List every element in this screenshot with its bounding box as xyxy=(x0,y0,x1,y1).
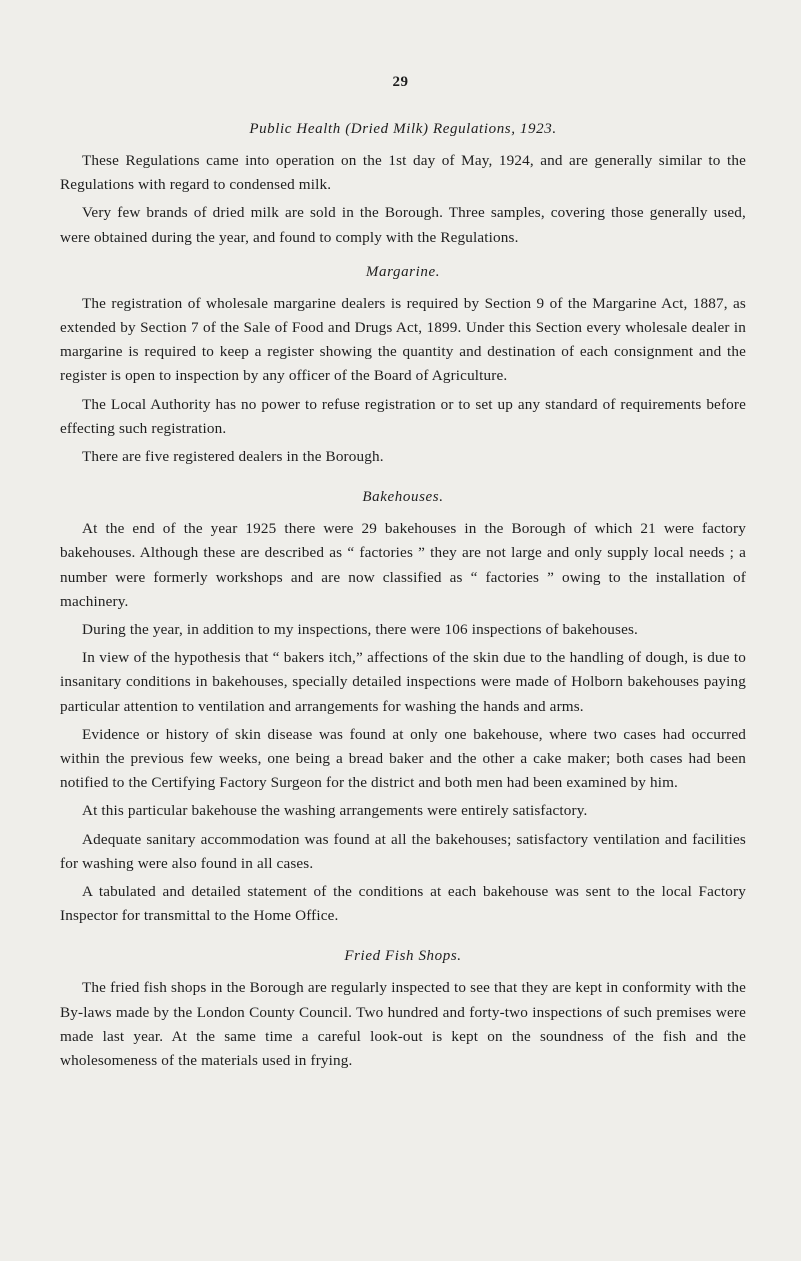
paragraph: There are five registered dealers in the Borough. xyxy=(82,448,384,466)
paragraph: The fried fish shops in the Borough are regularly inspected to see that they are kept in conformity with the By-laws made by the London County Council. Two hundred and forty-two inspections of such premises were made last year. At the same time a careful look-out is kept on the soundness of the fish and the wholesomeness of the materials used in frying. xyxy=(60,979,746,1070)
paragraph: Evidence or history of skin disease was found at only one bakehouse, where two cases had occurred within the previous few weeks, one being a bread baker and the other a cake maker; both cases had been notified to the Certifying Factory Surgeon for the district and both men had been examined by him. xyxy=(60,725,746,792)
section-fried-fish xyxy=(60,944,746,1073)
section-heading-margarine: Margarine. xyxy=(365,263,441,280)
paragraph: In view of the hypothesis that “ bakers itch,” affections of the skin due to the handling of dough, is due to insanitary conditions in bakehouses, specially detailed inspections were made of Holborn bakehouses paying particular attention to ventilation and arrangements for washing the hands and arms. xyxy=(60,649,746,715)
paragraph: The Local Authority has no power to refuse registration or to set up any standard of requirements before effecting such registration. xyxy=(60,395,746,437)
page-number: 29 xyxy=(392,74,409,90)
section-heading-dried-milk: Public Health (Dried Milk) Regulations, 1923. xyxy=(249,121,557,137)
paragraph: Adequate sanitary accommodation was found at all the bakehouses; satisfactory ventilation and facilities for washing were also found in all cases. xyxy=(60,830,746,872)
section-heading-bakehouses: Bakehouses. xyxy=(362,489,444,506)
paragraph: These Regulations came into operation on the 1st day of May, 1924, and are generally similar to the Regulations with regard to condensed milk. xyxy=(60,152,746,194)
paragraph: During the year, in addition to my inspections, there were 106 inspections of bakehouses. xyxy=(82,621,638,639)
paragraph: At the end of the year 1925 there were 29 bakehouses in the Borough of which 21 were factory bakehouses. Although these are described as “ factories ” they are not large and only supply local needs ; a number were formerly workshops and are now classified as “ factories ” owing to the installation of machinery. xyxy=(60,520,746,610)
page-body xyxy=(60,117,746,1077)
section-bakehouses xyxy=(60,485,746,928)
section-dried-milk xyxy=(60,117,746,250)
paragraph: The registration of wholesale margarine dealers is required by Section 9 of the Margarine Act, 1887, as extended by Section 7 of the Sale of Food and Drugs Act, 1899. Under this Section every wholesale dealer in margarine is required to keep a register showing the quantity and destination of each consignment and the register is open to inspection by any officer of the Board of Agriculture. xyxy=(60,294,746,385)
section-heading-fried-fish: Fried Fish Shops. xyxy=(344,948,462,965)
paragraph: Very few brands of dried milk are sold in the Borough. Three samples, covering those generally used, were obtained during the year, and found to comply with the Regulations. xyxy=(60,204,746,246)
section-margarine xyxy=(60,260,746,469)
paragraph: A tabulated and detailed statement of the conditions at each bakehouse was sent to the local Factory Inspector for transmittal to the Home Office. xyxy=(60,883,746,925)
paragraph: At this particular bakehouse the washing arrangements were entirely satisfactory. xyxy=(82,802,588,820)
